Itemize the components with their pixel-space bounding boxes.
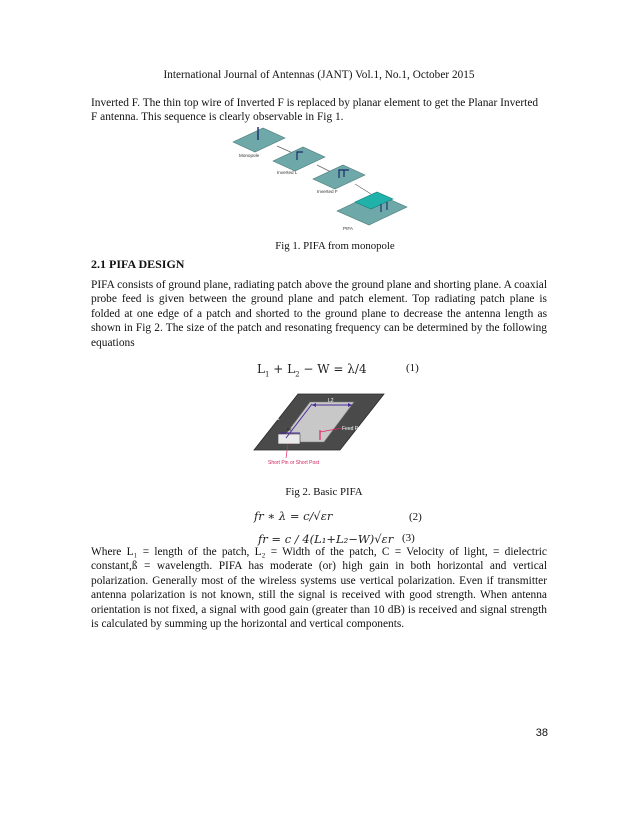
inverted-l-ground-plane [273, 147, 325, 171]
label-w: W [287, 427, 292, 432]
figure-1-pifa-evolution [225, 124, 425, 236]
equation-2: fr ∗ λ = c/√εr [254, 509, 333, 523]
page-number: 38 [535, 727, 548, 739]
label-inverted-f: Inverted F [317, 189, 338, 194]
equation-3: fr = c / 4(L₁+L₂−W)√εr [258, 532, 394, 546]
label-l1: L1 [274, 416, 280, 422]
figure-2-basic-pifa [250, 388, 390, 470]
journal-header: International Journal of Antennas (JANT) Vol.1, No.1, October 2015 [163, 69, 475, 81]
design-paragraph: PIFA consists of ground plane, radiating patch above the ground plane and shorting plane. A coaxial probe feed is given between the ground plane and patch element. Top radiating patch plane is folded at one edge of a patch and shorted to the ground plane to decrease the antenna length as shown in Fig 2. The size of the patch and resonating frequency can be determined by the following equations [91, 279, 547, 349]
equation-1-number: (1) [406, 362, 419, 374]
label-monopole: Monopole [239, 153, 260, 158]
shorting-plate [278, 434, 300, 444]
section-heading: 2.1 PIFA DESIGN [91, 257, 185, 271]
label-short-pin: Short Pin or Short Post [268, 460, 320, 466]
label-l2: L2 [328, 398, 334, 404]
label-feed-point: Feed Point [342, 426, 367, 432]
intro-paragraph: Inverted F. The thin top wire of Inverted F is replaced by planar element to get the Planar Inverted F antenna. This sequence is clearly observable in Fig 1. [91, 97, 539, 124]
figure-1-caption: Fig 1. PIFA from monopole [275, 240, 395, 252]
figure-2-caption: Fig 2. Basic PIFA [285, 486, 363, 498]
equation-3-number: (3) [402, 532, 415, 544]
monopole-ground-plane [233, 128, 285, 152]
arrow-3 [355, 184, 371, 194]
where-paragraph: Where L₁ = length of the patch, L₂ = Width of the patch, C = Velocity of light, = dielectric constant,ß = wavelength. PIFA has moderate (or) high gain in both horizontal and vertical polarization. Generally most of the wireless systems use vertical polarization. Even if transmitter antenna polarization is not known, still the signal is received with good strength. When antenna orientation is not fixed, a signal with good gain (greater than 10 dB) is received and signal strength is calculated by summing up the horizontal and vertical components. [91, 546, 547, 631]
equation-2-number: (2) [409, 511, 422, 523]
label-pifa: PIFA [343, 226, 353, 231]
equation-1: $L_1 + L_2 - W = \lambda/4$ [257, 362, 367, 379]
label-inverted-l: Inverted L [277, 170, 298, 175]
